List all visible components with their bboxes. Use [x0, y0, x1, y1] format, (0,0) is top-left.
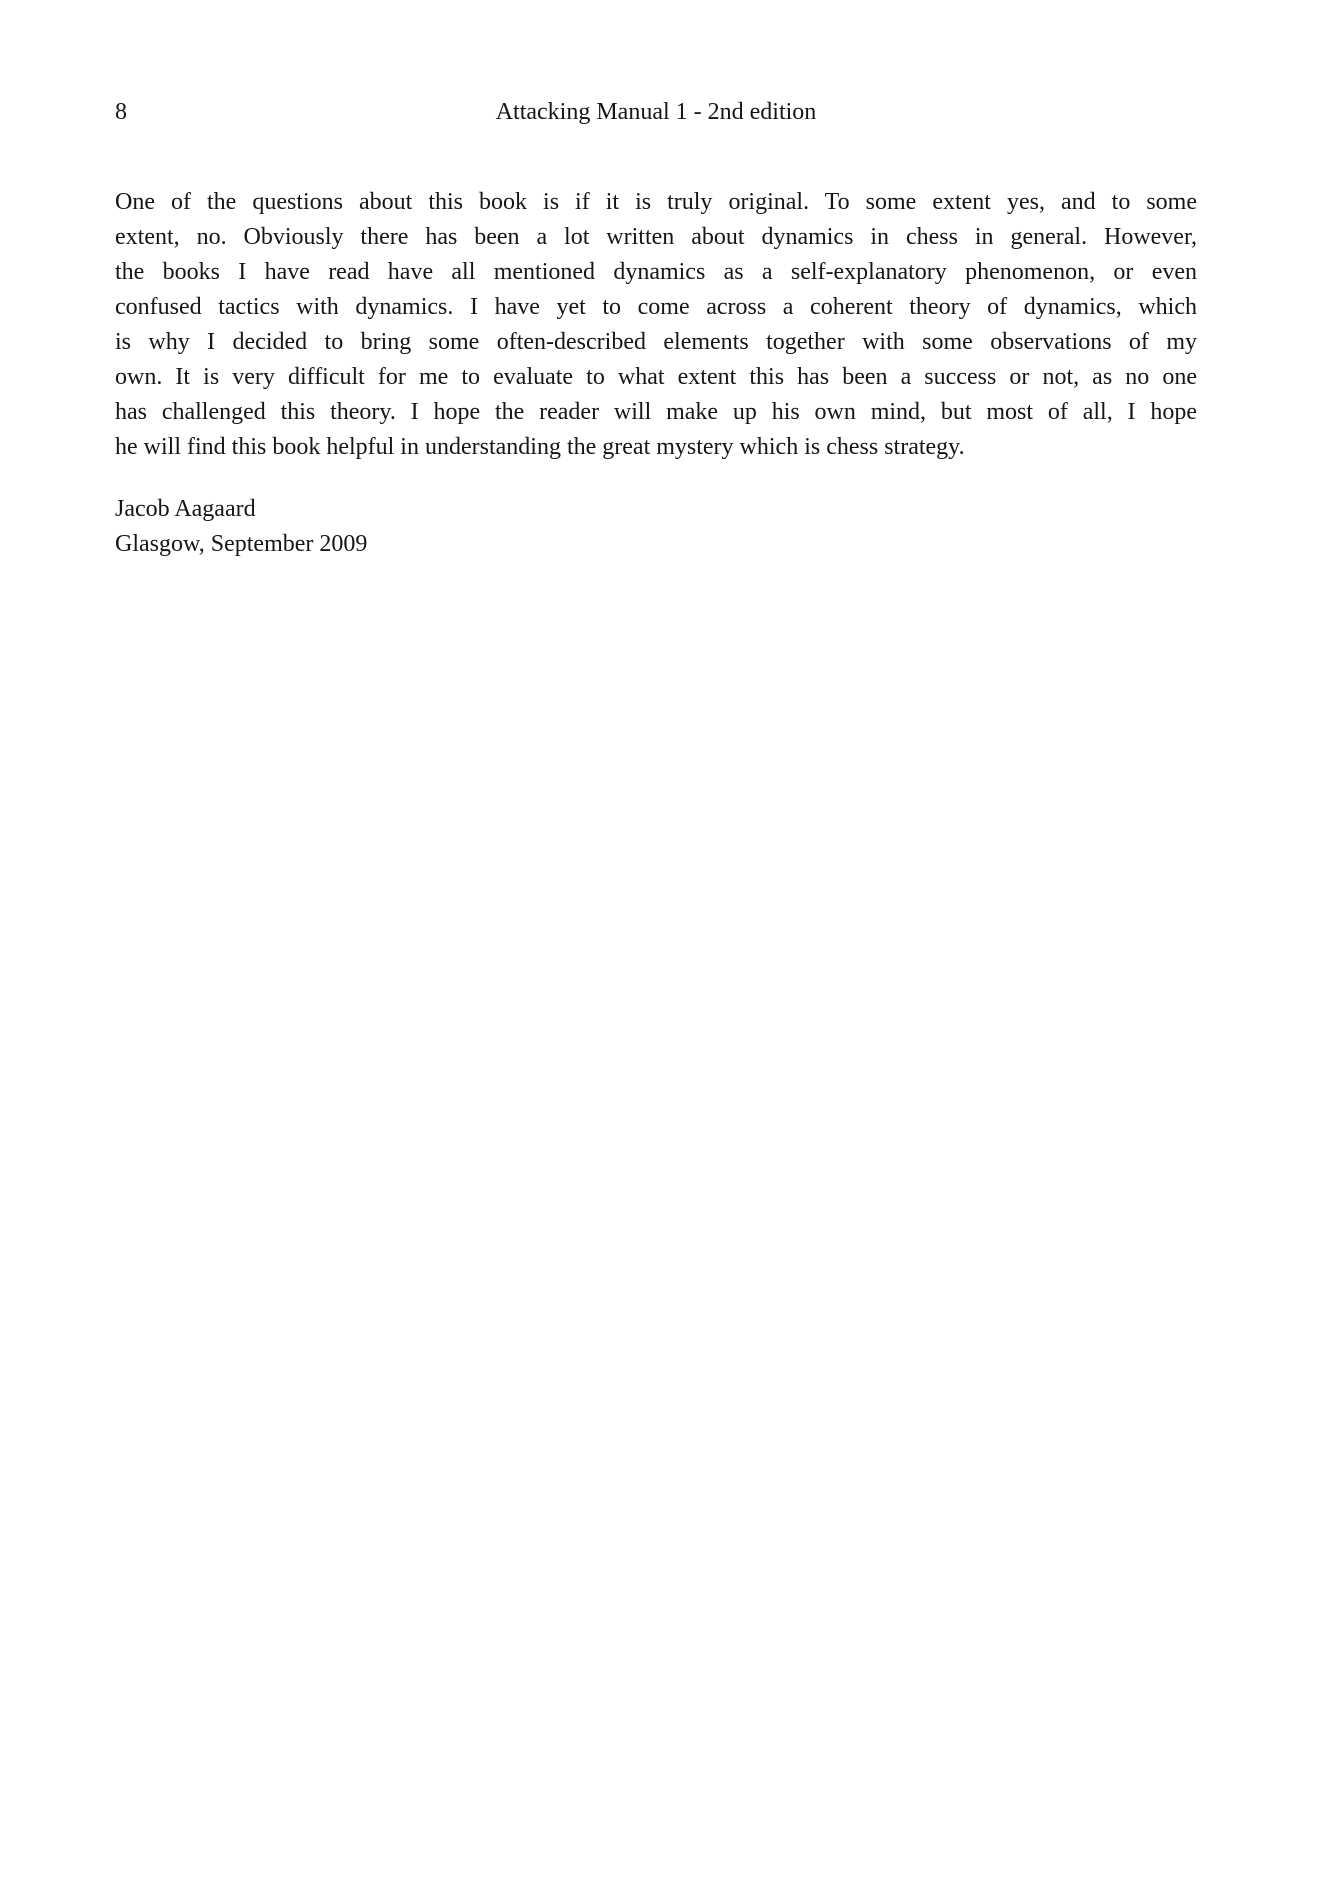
running-title: Attacking Manual 1 - 2nd edition [495, 99, 817, 125]
paragraph-line: is why I decided to bring some often-described elements together with some observations of my [115, 329, 1197, 355]
page-number: 8 [115, 99, 127, 125]
author-name: Jacob Aagaard [115, 496, 256, 522]
paragraph-line: One of the questions about this book is if it is truly original. To some extent yes, and to some [115, 189, 1197, 215]
preface-paragraph [115, 185, 1197, 465]
paragraph-line: extent, no. Obviously there has been a lot written about dynamics in chess in general. However, [115, 224, 1197, 250]
paragraph-line: has challenged this theory. I hope the reader will make up his own mind, but most of all, I hope [115, 399, 1197, 425]
paragraph-line: he will find this book helpful in understanding the great mystery which is chess strategy. [115, 434, 965, 460]
paragraph-line: own. It is very difficult for me to evaluate to what extent this has been a success or not, as no one [115, 364, 1197, 390]
page-header [115, 95, 1197, 130]
paragraph-line: confused tactics with dynamics. I have yet to come across a coherent theory of dynamics, which [115, 294, 1197, 320]
signature-block [115, 492, 1197, 562]
signature-place-date: Glasgow, September 2009 [115, 531, 368, 557]
paragraph-line: the books I have read have all mentioned dynamics as a self-explanatory phenomenon, or even [115, 259, 1197, 285]
